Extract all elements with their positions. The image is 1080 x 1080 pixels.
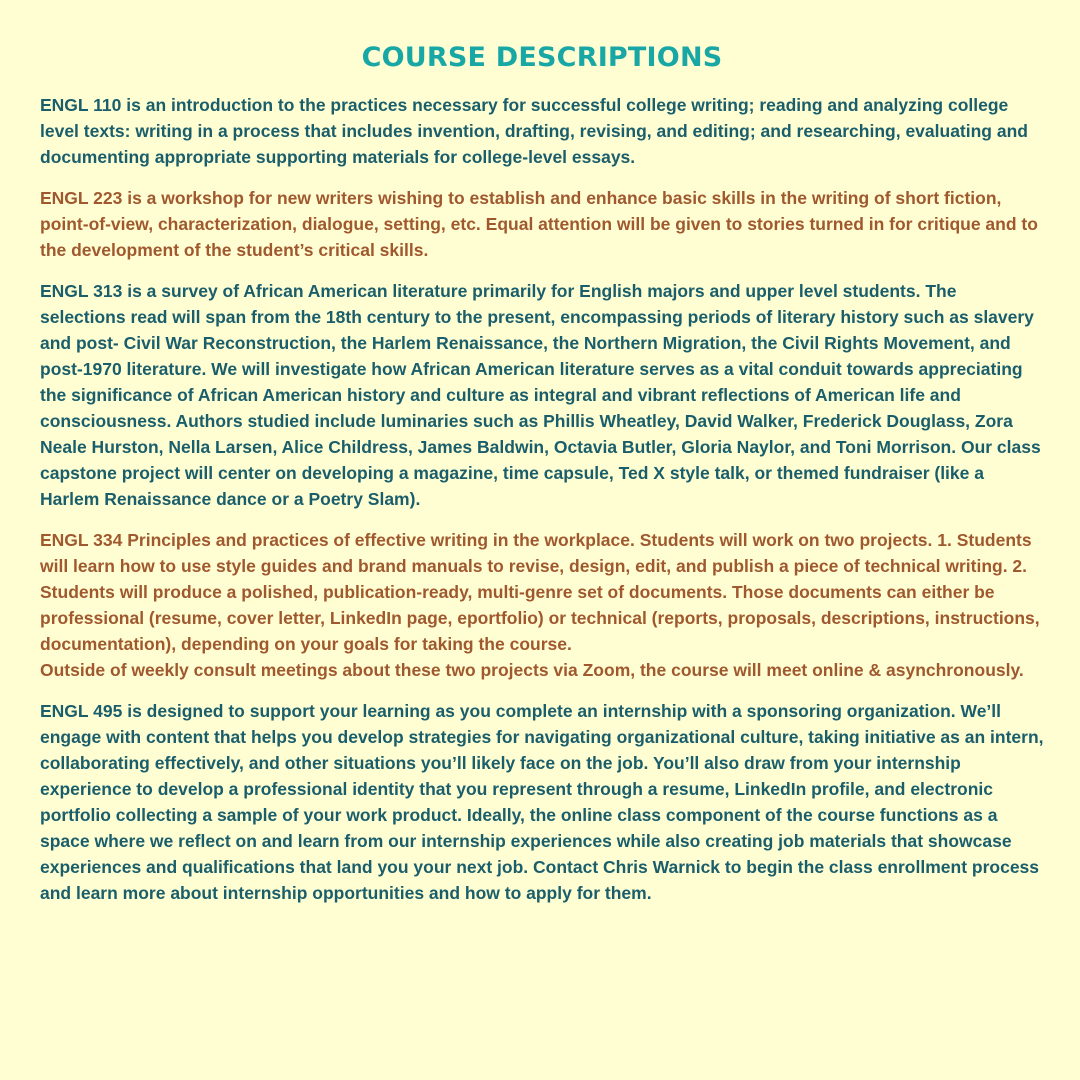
course-description-engl-110: ENGL 110 is an introduction to the practices necessary for successful college writing; reading and analyzing college level texts: writing in a process that includes invention, drafting, revising, and editing; and researching, evaluating and documenting appropriate supporting materials for college-level essays. <box>40 95 1028 167</box>
course-description-engl-495: ENGL 495 is designed to support your learning as you complete an internship with a sponsoring organization. We’ll engage with content that helps you develop strategies for navigating organizational culture, taking initiative as an intern, collaborating effectively, and other situations you’ll likely face on the job. You’ll also draw from your internship experience to develop a professional identity that you represent through a resume, LinkedIn profile, and electronic portfolio collecting a sample of your work product. Ideally, the online class component of the course functions as a space where we reflect on and learn from our internship experiences while also creating job materials that showcase experiences and qualifications that land you your next job. Contact Chris Warnick to begin the class enrollment process and learn more about internship opportunities and how to apply for them. <box>40 701 1044 903</box>
page-title: COURSE DESCRIPTIONS <box>361 42 723 73</box>
course-description-engl-334: ENGL 334 Principles and practices of effective writing in the workplace. Students will work on two projects. 1. Students will learn how to use style guides and brand manuals to revise, design, edit, and publish a piece of technical writing. 2. Students will produce a polished, publication-ready, multi-genre set of documents. Those documents can either be professional (resume, cover letter, LinkedIn page, eportfolio) or technical (reports, proposals, descriptions, instructions, documentation), depending on your goals for taking the course. Outside of weekly consult meetings about these two projects via Zoom, the course will meet online & asynchronously. <box>40 530 1040 680</box>
course-description-engl-313: ENGL 313 is a survey of African American literature primarily for English majors and upper level students. The selections read will span from the 18th century to the present, encompassing periods of literary history such as slavery and post- Civil War Reconstruction, the Harlem Renaissance, the Northern Migration, the Civil Rights Movement, and post-1970 literature. We will investigate how African American literature serves as a vital conduit towards appreciating the significance of African American history and culture as integral and vibrant reflections of American life and consciousness. Authors studied include luminaries such as Phillis Wheatley, David Walker, Frederick Douglass, Zora Neale Hurston, Nella Larsen, Alice Childress, James Baldwin, Octavia Butler, Gloria Naylor, and Toni Morrison. Our class capstone project will center on developing a magazine, time capsule, Ted X style talk, or themed fundraiser (like a Harlem Renaissance dance or a Poetry Slam). <box>40 281 1041 509</box>
course-description-engl-223: ENGL 223 is a workshop for new writers wishing to establish and enhance basic skills in the writing of short fiction, point-of-view, characterization, dialogue, setting, etc. Equal attention will be given to stories turned in for critique and to the development of the student’s critical skills. <box>40 188 1038 260</box>
